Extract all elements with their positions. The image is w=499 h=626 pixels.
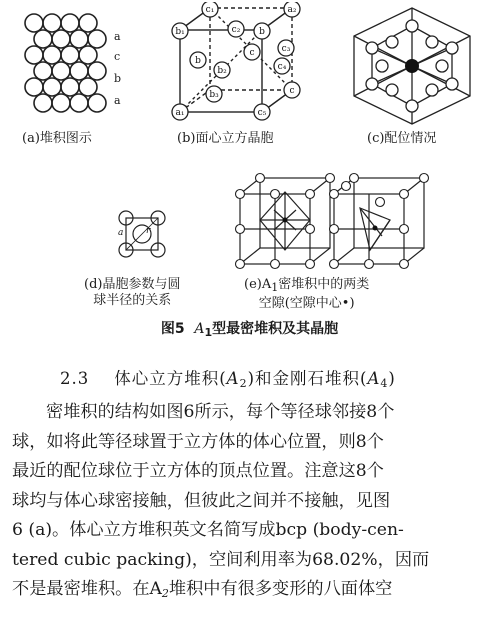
svg-text:b₂: b₂ bbox=[217, 66, 227, 76]
svg-text:b₃: b₃ bbox=[209, 90, 219, 100]
svg-text:c: c bbox=[289, 86, 295, 96]
layer-label-a-top: a bbox=[114, 30, 121, 43]
figure-d-cell-parameter bbox=[118, 210, 168, 260]
label-r-radius: r bbox=[146, 226, 151, 236]
svg-text:c₁: c₁ bbox=[205, 5, 215, 15]
caption-c: (c)配位情况 bbox=[367, 131, 437, 146]
figure-e-voids bbox=[230, 172, 430, 276]
paragraph-line: 不是最密堆积。在$A_2$堆积中有很多变形的八面体空 bbox=[12, 579, 393, 600]
layer-label-c: c bbox=[114, 50, 121, 63]
figure-c-coordination bbox=[342, 4, 482, 128]
section-heading: 2.3 体心立方堆积$(A_2)$和金刚石堆积$(A_4)$ bbox=[60, 369, 396, 390]
paragraph-line: 最近的配位球位于立方体的顶点位置。注意这8个 bbox=[12, 461, 384, 481]
paragraph-line: tered cubic packing)，空间利用率为68.02%，因而 bbox=[12, 549, 430, 570]
caption-e-line1: $(e)A_1$密堆积中的两类 bbox=[244, 277, 370, 294]
paragraph-line: 球均与体心球密接触，但彼此之间并不接触，见图 bbox=[12, 490, 391, 511]
paragraph-line: 密堆积的结构如图6所示，每个等径球邻接8个 bbox=[46, 402, 395, 422]
svg-text:c₄: c₄ bbox=[277, 62, 287, 72]
svg-text:c₂: c₂ bbox=[231, 25, 241, 35]
svg-text:c₅: c₅ bbox=[257, 108, 267, 118]
svg-text:b₁: b₁ bbox=[175, 27, 185, 37]
svg-text:a₁: a₁ bbox=[175, 108, 185, 118]
label-a-parameter: a bbox=[118, 228, 124, 238]
caption-a: (a)堆积图示 bbox=[22, 131, 92, 146]
figure-b-fcc-cell bbox=[162, 2, 312, 130]
layer-label-b: b bbox=[114, 72, 122, 85]
svg-text:b: b bbox=[195, 56, 201, 66]
svg-text:c: c bbox=[249, 48, 255, 58]
svg-text:b: b bbox=[259, 27, 265, 37]
layer-label-a-bottom: a bbox=[114, 94, 121, 107]
caption-e-line2: 空隙(空隙中心•) bbox=[258, 296, 355, 311]
svg-text:a₂: a₂ bbox=[287, 5, 297, 15]
body-paragraph bbox=[12, 398, 494, 609]
caption-b: (b)面心立方晶胞 bbox=[177, 131, 274, 146]
caption-d-line2: 球半径的关系 bbox=[93, 293, 172, 308]
paragraph-line: 6 (a)。体心立方堆积英文名简写成bcp (body-cen- bbox=[12, 520, 404, 540]
caption-d-line1: (d)晶胞参数与圆 bbox=[84, 277, 181, 292]
paragraph-line: 球，如将此等径球置于立方体的体心位置，则8个 bbox=[12, 431, 384, 452]
figure-a-stacking bbox=[14, 8, 124, 118]
section-number: 2.3 bbox=[60, 369, 90, 388]
caption-e bbox=[244, 277, 369, 312]
caption-d bbox=[84, 277, 180, 309]
svg-text:c₃: c₃ bbox=[281, 44, 291, 54]
figure-title: 图5 $A_1$型最密堆积及其晶胞 bbox=[160, 321, 339, 339]
